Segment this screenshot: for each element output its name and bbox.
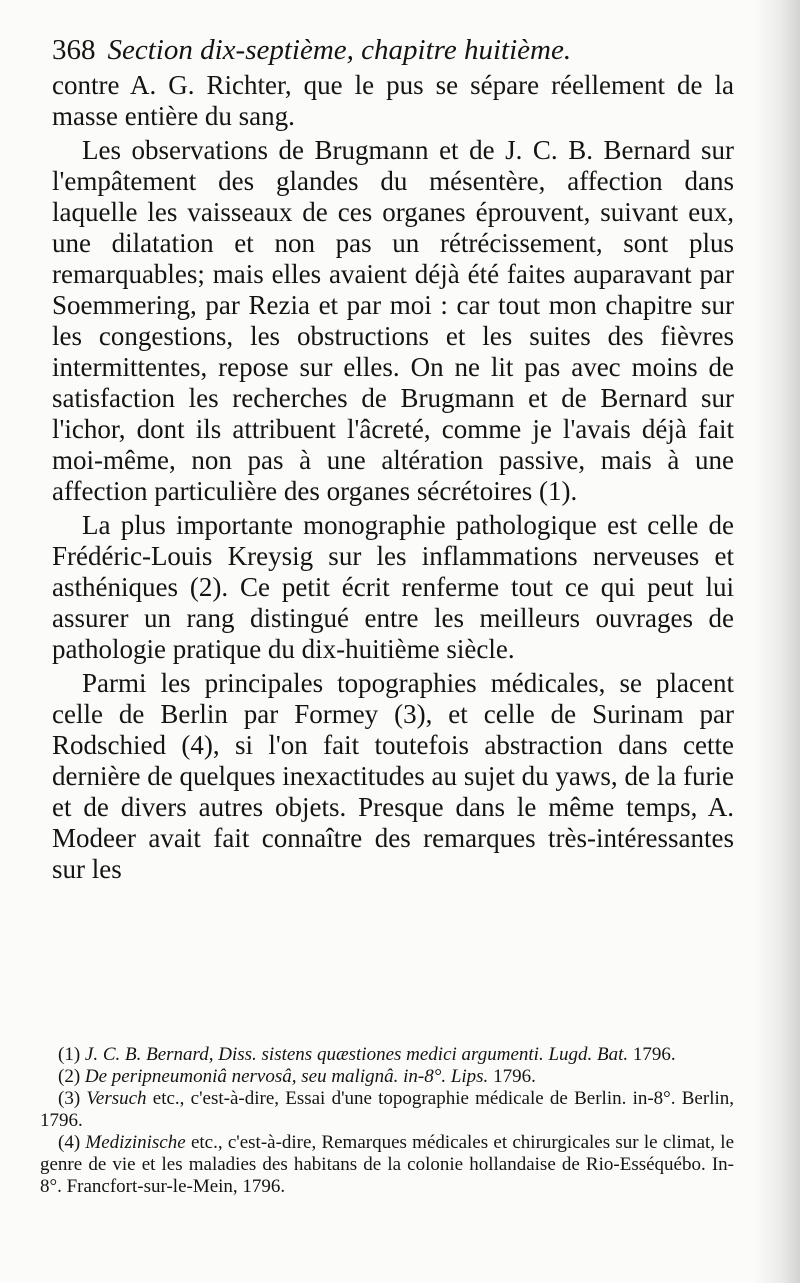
- footnote-3: [40, 1088, 734, 1132]
- footnote-4-rest: etc., c'est-à-dire, Remarques médicales et chirurgicales sur le climat, le genre de vie et les maladies des habitans de la colonie hollandaise de Rio-Esséquébo. In-8°. Francfort-sur-le-Mein, 1796.: [40, 1132, 735, 1197]
- footnote-3-mark: (3): [58, 1088, 81, 1109]
- page-number: 368: [52, 34, 96, 66]
- footnote-4-mark: (4): [58, 1132, 81, 1153]
- footnote-1-rest: 1796.: [632, 1044, 676, 1065]
- footnote-2: [40, 1066, 734, 1088]
- footnote-2-title: De peripneumoniâ nervosâ, seu malignâ. in-8°. Lips.: [84, 1066, 489, 1087]
- footnote-1-title: J. C. B. Bernard, Diss. sistens quæstiones medici argumenti. Lugd. Bat.: [84, 1044, 629, 1065]
- paragraph-kreysig: La plus importante monographie pathologique est celle de Frédéric-Louis Kreysig sur les inflammations nerveuses et asthéniques (2). Ce petit écrit renferme tout ce qui peut lui assurer un rang distingué entre les meilleurs ouvrages de pathologie pratique du dix-huitième siècle.: [52, 510, 734, 664]
- paragraph-topographies: Parmi les principales topographies médicales, se placent celle de Berlin par Formey (3), et celle de Surinam par Rodschied (4), si l'on fait toutefois abstraction dans cette dernière de quelques inexactitudes au sujet du yaws, de la furie et de divers autres objets. Presque dans le même temps, A. Modeer avait fait connaître des remarques très-intéressantes sur les: [52, 668, 734, 884]
- footnotes: [40, 1044, 734, 1198]
- footnote-3-rest: etc., c'est-à-dire, Essai d'une topographie médicale de Berlin. in-8°. Berlin, 1796.: [40, 1088, 734, 1131]
- running-title: Section dix-septième, chapitre huitième.: [107, 34, 572, 66]
- footnote-2-rest: 1796.: [493, 1066, 536, 1087]
- footnote-3-title: Versuch: [86, 1088, 147, 1109]
- footnote-4: [40, 1132, 734, 1198]
- footnote-1-mark: (1): [58, 1044, 81, 1065]
- running-header: [52, 30, 752, 70]
- footnote-1: [40, 1044, 734, 1066]
- paragraph-continued: contre A. G. Richter, que le pus se sépare réellement de la masse entière du sang.: [52, 70, 734, 131]
- paragraph-brugmann-bernard: Les observations de Brugmann et de J. C. B. Bernard sur l'empâtement des glandes du mésentère, affection dans laquelle les vaisseaux de ces organes éprouvent, suivant eux, une dilatation et non pas un rétrécissement, sont plus remarquables; mais elles avaient déjà été faites auparavant par Soemmering, par Rezia et par moi : car tout mon chapitre sur les congestions, les obstructions et les suites des fièvres intermittentes, repose sur elles. On ne lit pas avec moins de satisfaction les recherches de Brugmann et de Bernard sur l'ichor, dont ils attribuent l'âcreté, comme je l'avais déjà fait moi-même, non pas à une altération passive, mais à une affection particulière des organes sécrétoires (1).: [52, 135, 734, 506]
- footnote-4-title: Medizinische: [85, 1132, 186, 1153]
- page-edge-shadow: [754, 0, 800, 1283]
- main-text: [52, 70, 734, 885]
- footnote-2-mark: (2): [58, 1066, 81, 1087]
